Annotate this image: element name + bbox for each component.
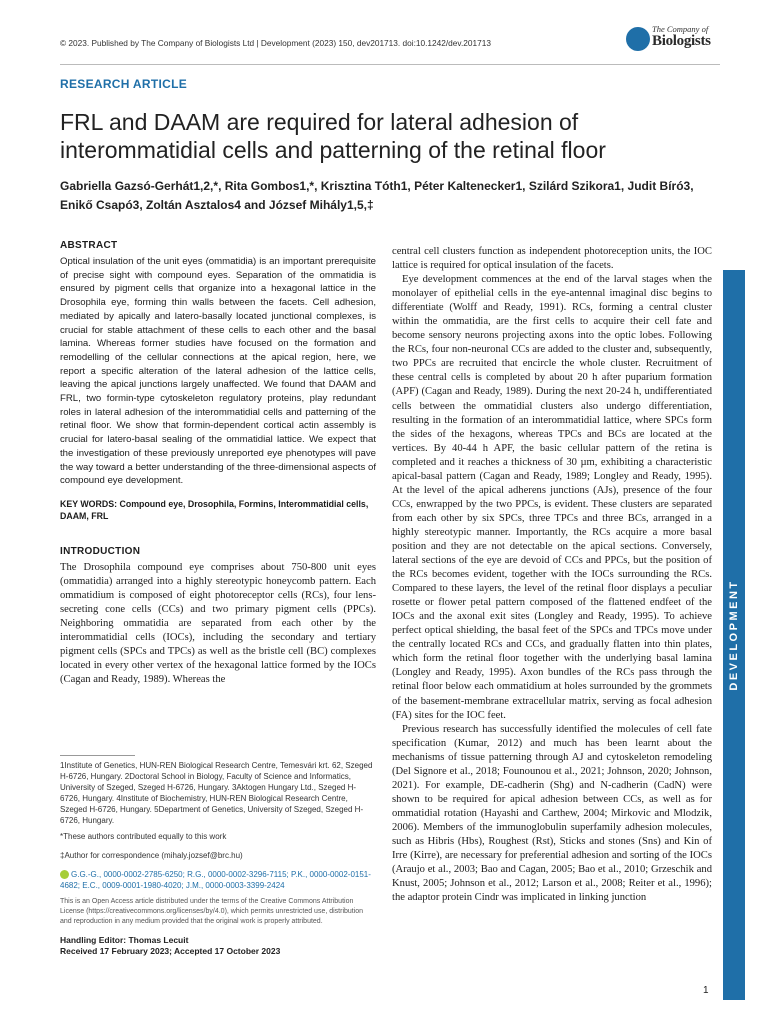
footnotes <box>60 760 376 932</box>
logo-line2: Biologists <box>652 33 711 49</box>
received-accepted-dates: Received 17 February 2023; Accepted 17 October 2023 <box>60 946 281 956</box>
authors-line-2: Enikő Csapó3, Zoltán Asztalos4 and József Mihály1,5,‡ <box>60 198 374 212</box>
paragraph-3: Previous research has successfully identified the molecules of cell fate specification (Kumar, 2012) and much has been learnt about the mechanisms of tissue patterning through AJ and cytoskeleton remodeling (Del Signore et al., 2018; Founounou et al., 2021; Johnson, 2020; Johnson, 2021). For example, DE-cadherin (Shg) and N-cadherin (CadN) were shown to be required for apical adhesion between CCs, as well as for ommatidial rotation (Hayashi and Carthew, 2004; Mirkovic and Mlodzik, 2006). Members of the immunoglobulin superfamily adhesion molecules, such as Hibris (Hbs), Roughest (Rst), Sticks and stones (Sns) and Kin of Irre (Kirre), are necessary for preferential adhesion and sorting of the IOCs (Araujo et al., 2003; Bao and Cagan, 2005; Bao et al., 2010; Grzeschik and Knust, 2005; Johnson et al., 2012; Larson et al., 2008; Reiter et al., 1996); the adaptor protein Cindr was implicated in linking junction <box>392 723 712 904</box>
handling-editor: Handling Editor: Thomas Lecuit <box>60 935 189 945</box>
sidebar-label: DEVELOPMENT <box>728 579 740 691</box>
abstract-text: Optical insulation of the unit eyes (ommatidia) is an important prerequisite of precise sight with compound eyes. Separation of the ommatidia is ensured by pigment cells that organize into a hexagonal lattice in the Drosophila eye, forming thin walls between the facets. Cell adhesion, mediated by apically and latero-basally located junctional complexes, is crucial for stable attachment of these cells to each other and the basal lamina. Whereas former studies have focused on the formation and remodelling of the cellular connections at the apical region, here, we report a specific alteration of the lateral adhesion of the lattice cells, leaving the apical junctions largely unaffected. We found that DAAM and FRL, two formin-type cytoskeleton regulatory proteins, play redundant roles in lateral adhesion of the interommatidial cells and patterning of the retinal floor. We show that formin-dependent cortical actin assembly is crucial for latero-basal sealing of the ommatidial lattice. We expect that the investigation of these previously unreported eye phenotypes will pave the way toward a better understanding of the three-dimensional aspects of compound eye development. <box>60 256 376 487</box>
company-of-biologists-logo[interactable] <box>626 24 721 58</box>
article-type: RESEARCH ARTICLE <box>60 77 188 91</box>
equal-contribution-note: *These authors contributed equally to this work <box>60 832 227 841</box>
article-title: FRL and DAAM are required for lateral adhesion of interommatidial cells and patterning of the retinal floor <box>60 109 606 163</box>
paragraph-2: Eye development commences at the end of the larval stages when the monolayer of epithelial cells in the eye-antennal imaginal disc begins to differentiate (Wolff and Ready, 1991). RCs, forming a central cluster within the ommatidia, are the first cells to acquire their cell fate and become sensory neurons projecting axons into the optic lobes. Following the RCs, four non-neuronal CCs are added to the cluster and, subsequently, two PPCs are recruited that encircle the whole cluster. Recruitment of these central cells is completed by about 20 h after puparium formation (APF) (Cagan and Ready, 1989). During the next 20-24 h, undifferentiated cells between the ommatidial clusters also undergo differentiation, resulting in the formation of an interommatidial lattice, where SPCs form the sides of the hexagons, whereas TPCs and BCs are located at the vertices. By 40-44 h APF, the basic cellular pattern of the retina is completed and it reaches a thickness of 30 µm, exhibiting a characteristic apical-basal pattern (Cagan and Ready, 1989; Longley and Ready, 1995). At the level of the apical adherens junctions (AJs), presence of the four CCs, enwrapped by the two PPCs, is evident. These clusters are separated from each other by six SPCs, three TPCs and three BCs, arranged in a highly stereotypic manner. Importantly, the RCs acquire a more basal position and they are not detectable on the apical sections. Conversely, lateral sections of the eye are devoid of CCs and PPCs, but the position of the RCs becomes evident, together with the IOCs surrounding the RCs. Compared to these layers, the level of the retinal floor displays a peculiar rosette or flower petal pattern composed of the flattened endfeet of the IOCs and the axonal exit sites (Longley and Ready, 1995). To achieve perfect optical shielding, the basal feet of the SPCs and TPCs move under the centrally located RCs and CCs, and gradually flatten into thin plates, which form the retinal floor together with the underlying basal lamina (Longley and Ready, 1995). Axon bundles of the RCs pass through the retinal floor below each ommatidium at holes surrounded by the grommets of the basement-membrane extracellular matrix, serving as focal adhesion (FA) sites for the IOC feet. <box>392 274 712 721</box>
journal-sidebar <box>723 270 745 1000</box>
logo-line1: The Company of <box>652 24 709 34</box>
open-access-statement: This is an Open Access article distributed under the terms of the Creative Commons Attribution License (https://creativecommons.org/licenses/by/4.0), which permits unrestricted use, distribution and reproduction in any medium provided that the original work is properly attributed. <box>60 898 364 925</box>
page-number: 1 <box>703 985 709 996</box>
introduction-heading: INTRODUCTION <box>60 545 141 557</box>
left-column <box>60 240 376 687</box>
journal-citation: © 2023. Published by The Company of Biologists Ltd | Development (2023) 150, dev201713. doi:10.1242/dev.201713 <box>60 38 491 48</box>
editorial-info <box>60 935 280 957</box>
introduction-text: The Drosophila compound eye comprises about 750-800 unit eyes (ommatidia) arranged into a highly stereotypic honeycomb pattern. Each ommatidium is composed of eight photoreceptor cells (RCs), four lens-secreting cone cells (CCs) and two primary pigment cells (PPCs). Neighboring ommatidia are separated from each other by the interommatidial cells (IOCs), including the secondary and tertiary pigment cells (SPCs and TPCs) as well as the bristle cell (BC) complexes located in every other vertex of the hexagonal lattice formed by the IOCs (Cagan and Ready, 1989). Whereas the <box>60 561 376 686</box>
keywords: KEY WORDS: Compound eye, Drosophila, Formins, Interommatidial cells, DAAM, FRL <box>60 498 369 521</box>
footnote-divider <box>60 755 135 756</box>
correspondence[interactable]: ‡Author for correspondence (mihaly.jozsef@brc.hu) <box>60 851 243 860</box>
orcid-icon <box>60 870 69 879</box>
header-divider <box>60 64 720 65</box>
paragraph-1: central cell clusters function as independent photoreception units, the IOC lattice is required for optical insulation of the facets. <box>392 246 712 272</box>
logo-mark-icon <box>626 27 650 51</box>
authors-line-1: Gabriella Gazsó-Gerhát1,2,*, Rita Gombos1,*, Krisztina Tóth1, Péter Kaltenecker1, Szilárd Szikora1, Judit Bíró3, <box>60 179 694 193</box>
author-list <box>60 177 720 215</box>
affiliations: 1Institute of Genetics, HUN-REN Biological Research Centre, Temesvári krt. 62, Szeged H-6726, Hungary. 2Doctoral School in Biology, Faculty of Science and Informatics, University of Szeged, Szeged H-6726, Hungary. 3Aktogen Hungary Ltd., Szeged H-6726, Hungary. 4Institute of Biochemistry, HUN-REN Biological Research Centre, Szeged H-6726, Hungary. 5Department of Genetics, University of Szeged, Szeged H-6726, Hungary. <box>60 761 373 825</box>
right-column <box>392 245 712 905</box>
abstract-heading: ABSTRACT <box>60 240 118 251</box>
orcid-list[interactable]: G.G.-G., 0000-0002-2785-6250; R.G., 0000-0002-3296-7115; P.K., 0000-0002-0151-4682; E.C., 0009-0001-1980-4020; J.M., 0000-0003-3399-2424 <box>60 870 371 890</box>
